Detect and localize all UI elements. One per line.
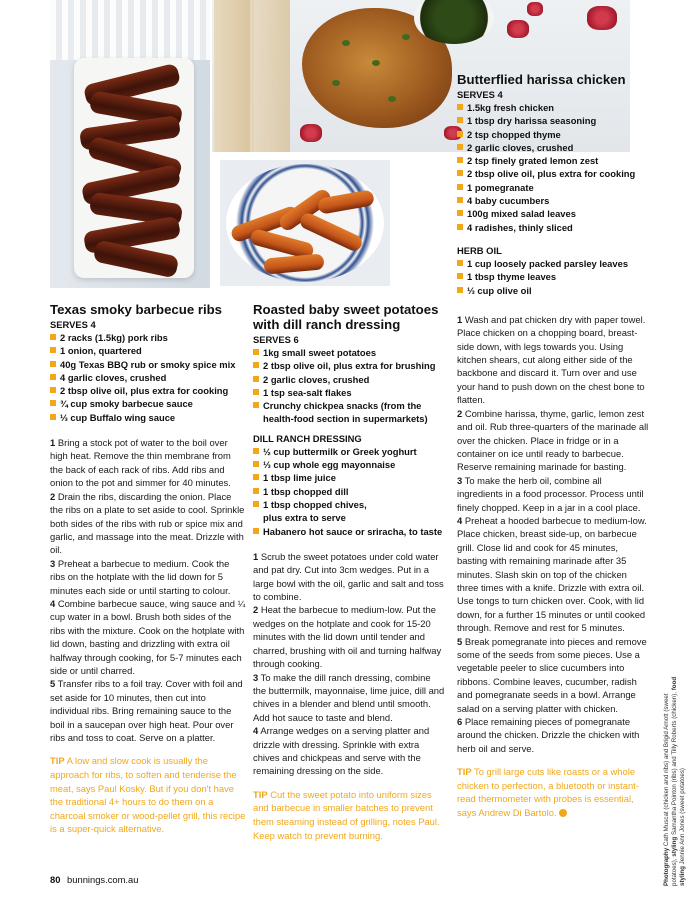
ingredient: 40g Texas BBQ rub or smoky spice mix [50,358,246,371]
method-step: 2 Drain the ribs, discarding the onion. Place the ribs on a plate to set aside to cool. Sprinkle both sides of the ribs with rub or spice mix and garlic, and massage into the meat. Drizzle with oil. [50,490,245,556]
sweet-potato-recipe [253,302,445,842]
ingredient: 1 cup loosely packed parsley leaves [457,257,649,270]
method-step: 1 Scrub the sweet potatoes under cold water and pat dry. Cut into 3cm wedges. Put in a large bowl with the oil, garlic and salt and toss to combine. [253,550,444,603]
page-number: 80 [50,874,61,885]
serves-count: SERVES 6 [253,334,299,345]
method-step: 1 Wash and pat chicken dry with paper towel. Place chicken on a chopping board, breast-side down, with legs towards you. Using kitchen shears, cut along either side of the backbone and discard it. Turn over and use your hand to push down on the chest bone to flatten. [457,313,646,406]
method-step: 1 Bring a stock pot of water to the boil over high heat. Remove the thin membrane from the back of each rack of ribs. Add ribs and onion to the pot and simmer for 40 minutes. [50,437,231,489]
ingredient: 2 tsp chopped thyme [457,128,649,141]
ingredient: 2 garlic cloves, crushed [253,373,445,386]
method-step: 5 Break pomegranate into pieces and remove some of the seeds from some pieces. Use a vegetable peeler to slice cucumbers into ribbons. Combine leaves, cucumber, radish and pomegranate seeds in a bowl. Arrange salad on a serving platter with chicken. [457,635,647,714]
ingredient: 2 garlic cloves, crushed [457,141,649,154]
pomegranate [507,20,529,38]
ingredient: 1 tbsp lime juice [253,471,445,484]
ingredient: plus extra to serve [263,512,346,524]
ingredient: 1 tbsp chopped chives, [253,498,445,511]
method [253,550,445,778]
ingredient: Habanero hot sauce or sriracha, to taste [253,525,445,538]
ingredient: 1 onion, quartered [50,344,246,357]
ingredient: 2 tbsp olive oil, plus extra for cooking [457,167,649,180]
ingredient: 1kg small sweet potatoes [253,346,445,359]
recipe-title: Texas smoky barbecue ribs [50,302,223,317]
dressing-heading: DILL RANCH DRESSING [253,432,362,444]
ingredient: 1 tsp sea-salt flakes [253,386,445,399]
herb-oil-heading: HERB OIL [457,244,502,256]
pomegranate [527,2,543,16]
serves-count: SERVES 4 [457,89,503,100]
ingredient: 4 radishes, thinly sliced [457,221,649,234]
recipe-title: Roasted baby sweet potatoes with dill ranch dressing [253,302,439,332]
ingredient-list [50,331,246,424]
herb-garnish [342,40,350,46]
ingredient: 100g mixed salad leaves [457,207,649,220]
page-footer [50,874,138,885]
method-step: 4 Arrange wedges on a serving platter and drizzle with dressing. Sprinkle with extra chives and chickpeas and serve with the remaining dressing on the side. [253,725,430,777]
chicken-recipe [457,72,649,820]
herb-oil-ingredient-list [457,257,649,297]
pomegranate [587,6,617,30]
herb-garnish [388,96,396,102]
dressing-ingredient-list [253,445,445,538]
ingredient: Crunchy chickpea snacks (from the health-food section in supermarkets) [253,399,445,426]
method-step: 4 Combine barbecue sauce, wing sauce and ¼ cup water in a bowl. Brush both sides of the ribs with the mixture. Cook on the hotplate with lid down, basting and drizzling with extra oil halfway through cooking, for 5-7 minutes each side or until charred. [50,597,246,676]
method-step: 2 Combine harissa, thyme, garlic, lemon zest and oil. Rub three-quarters of the marinade all over the chicken. Place in fridge or in a container on ice until ready to barbecue. Reserve remaining marinade for basting. [457,407,649,473]
ingredient: ⅓ cup olive oil [457,284,649,297]
ribs-recipe [50,302,246,836]
ingredient: 1 pomegranate [457,181,649,194]
pomegranate [300,124,322,142]
serves-count: SERVES 4 [50,319,96,330]
ingredient: 4 baby cucumbers [457,194,649,207]
method-step: 2 Heat the barbecue to medium-low. Put the wedges on the hotplate and cook for 15-20 minutes with the lid down until tender and charred, brushing with oil and turning halfway through cooking. [253,604,442,670]
method-step: 3 Preheat a barbecue to medium. Cook the ribs on the hotplate with the lid down for 5 minutes each side or until starting to colour. [50,557,231,596]
method-step: 3 To make the herb oil, combine all ingredients in a food processor. Process until finely chopped. Keep in a jar in a cool place. [457,474,644,513]
method [50,436,246,744]
tip: TIP Cut the sweet potato into uniform sizes and barbecue in smaller batches to prevent them steaming instead of grilling, notes Paul. Keep watch to prevent burning. [253,788,440,841]
method-step: 6 Place remaining pieces of pomegranate around the chicken. Drizzle the chicken with herb oil and serve. [457,716,640,754]
ingredient: ⅓ cup whole egg mayonnaise [253,458,445,471]
ingredient: 2 racks (1.5kg) pork ribs [50,331,246,344]
sweet-potato-photo [220,160,390,286]
tip: TIP To grill large cuts like roasts or a whole chicken to perfection, a bluetooth or instant-read thermometer with probes is essential, says Andrew Di Bartolo. [457,766,639,819]
herb-garnish [402,34,410,40]
herb-garnish [372,60,380,66]
ingredient: ½ cup buttermilk or Greek yoghurt [253,445,445,458]
ingredient: 1 tbsp dry harissa seasoning [457,114,649,127]
ingredient: 1.5kg fresh chicken [457,101,649,114]
ingredient: 2 tbsp olive oil, plus extra for cooking [50,384,246,397]
method [457,313,649,755]
ingredient: 4 garlic cloves, crushed [50,371,246,384]
ribs-photo [50,0,210,288]
ingredient: 1 tbsp thyme leaves [457,270,649,283]
ingredient: 2 tbsp olive oil, plus extra for brushing [253,359,445,372]
ingredient: 2 tsp finely grated lemon zest [457,154,649,167]
ingredient-list [253,346,445,426]
photo-credits: Photography Cath Muscat (chicken and ribs) and Brigid Arnott (sweet potatoes), styling Samantha Pointon (ribs) and Tilly Roberts (chicken), food styling Jennie Ann Jones (sweet potatoes) [663,676,687,886]
recipe-title: Butterflied harissa chicken [457,72,626,87]
tip: TIP A low and slow cook is usually the approach for ribs, to soften and tenderise the meat, says Paul Kosky. But if you don't have the traditional 4+ hours to do them on a charcoal smoker or wood-pellet grill, this recipe is a super-quick alternative. [50,755,246,835]
method-step: 3 To make the dill ranch dressing, combine the buttermilk, mayonnaise, lime juice, dill and chives in a blender and blend until smooth. Add hot sauce to taste and blend. [253,671,445,723]
wooden-board [250,0,290,152]
method-step: 4 Preheat a hooded barbecue to medium-low. Place chicken, breast side-up, on barbecue grill. Close lid and cook for 45 minutes, basting with remaining marinade after 35 minutes. Slash skin on top of the chicken three times with a knife. Drizzle with extra oil. Use tongs to turn chicken over. Cook, with lid down, for a further 15 minutes or until cooked through. Remove and rest for 5 minutes. [457,514,647,634]
site-link[interactable]: bunnings.com.au [67,874,139,885]
ingredient: ¾ cup smoky barbecue sauce [50,397,246,410]
napkin [50,0,210,60]
method-step: 5 Transfer ribs to a foil tray. Cover with foil and set aside for 10 minutes, then cut into individual ribs. Bring remaining sauce to the boil in a saucepan over high heat. Pour over ribs and toss to coat. Serve on a platter. [50,678,243,744]
herb-garnish [332,80,340,86]
ingredient: ⅓ cup Buffalo wing sauce [50,411,246,424]
end-mark-icon [559,809,567,817]
ingredient-list [457,101,649,234]
ingredient: 1 tbsp chopped dill [253,485,445,498]
wooden-board [214,0,254,152]
